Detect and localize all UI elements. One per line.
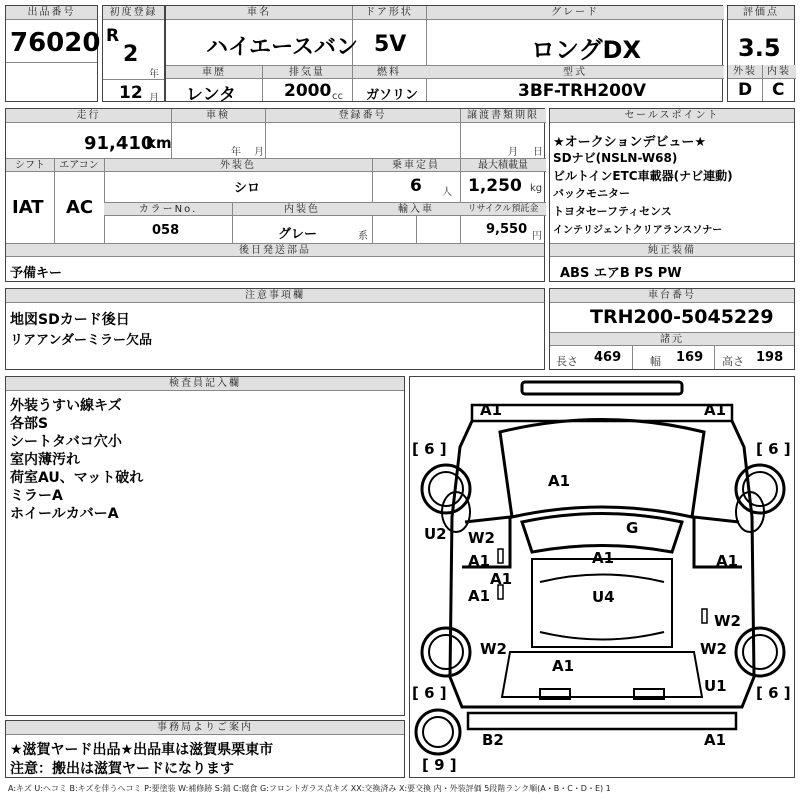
reg-no-header: 登録番号 <box>265 109 460 123</box>
sales-line: ビルトインETC車載器(ナビ連動) <box>553 169 733 183</box>
mark-left-a1b: A1 <box>490 570 513 588</box>
mark-fr-corner: A1 <box>704 401 727 419</box>
score-int: C <box>772 80 785 100</box>
score-ext: D <box>738 80 753 100</box>
mark-right-w2: W2 <box>714 612 741 630</box>
lot-number: 76020 <box>10 28 101 58</box>
score-box <box>727 5 795 102</box>
tire-rl-depth: [ 6 ] <box>412 684 447 702</box>
tire-fr-depth: [ 6 ] <box>756 440 791 458</box>
inspection-month-unit: 月 <box>254 147 264 158</box>
legend-footer: A:キズ U:ヘコミ B:キズを伴うヘコミ P:要塗装 W:補修跡 S:錆 C:腐食 G:フロントガラス点キズ XX:交換済み X:要交換 内・外装評価 5段階ランク順(A・B・C・D・E) 1 <box>8 784 611 793</box>
mark-left-a1a: A1 <box>468 552 491 570</box>
score-header: 評価点 <box>728 6 794 20</box>
import-header: 輸入車 <box>372 202 460 216</box>
car-outline-diagram <box>410 377 796 779</box>
recycle-header: リサイクル預託金 <box>460 202 546 216</box>
lot-box <box>5 5 101 102</box>
office-box <box>5 720 405 778</box>
grade-header: グレード <box>426 6 724 20</box>
mark-rr-corner: A1 <box>704 731 727 749</box>
car-name: ハイエースバン <box>206 35 359 60</box>
chassis-header: 車台番号 <box>550 289 794 303</box>
displacement-header: 排気量 <box>262 65 352 79</box>
mark-rear: A1 <box>552 657 575 675</box>
recycle-unit: 円 <box>532 231 542 242</box>
shift-header: シフト <box>6 158 54 172</box>
mark-right-a1: A1 <box>716 552 739 570</box>
ext-color-header: 外装色 <box>104 158 372 172</box>
mileage-header: 走行 <box>6 109 171 123</box>
inspector-line: ミラーA <box>10 488 63 504</box>
spec-length-label: 長さ <box>556 355 578 368</box>
mark-rl-corner: B2 <box>482 731 504 749</box>
sales-line: トヨタセーフティセンス <box>553 205 672 218</box>
ext-color-value: シロ <box>234 181 261 196</box>
int-color-value: グレー <box>278 227 318 242</box>
aircon-header: エアコン <box>54 158 104 172</box>
score-value: 3.5 <box>738 34 781 62</box>
notes-header: 注意事項欄 <box>6 289 544 303</box>
mark-fl-corner: A1 <box>480 401 503 419</box>
mark-roof: A1 <box>592 549 615 567</box>
history-value: レンタ <box>186 85 236 105</box>
mark-rr-u1: U1 <box>704 677 727 695</box>
inspection-year-unit: 年 <box>231 147 241 158</box>
mark-left-a1c: A1 <box>468 587 491 605</box>
notes-box <box>5 288 545 370</box>
inspector-header: 検査員記入欄 <box>6 377 404 391</box>
first-reg-era: R <box>106 26 120 46</box>
int-color-header: 内装色 <box>232 202 372 216</box>
genuine-value: ABS エアB PS PW <box>560 266 682 281</box>
inspector-line: 荷室AU、マット破れ <box>10 470 144 486</box>
capacity-unit: 人 <box>442 187 452 198</box>
inspection-header: 車検 <box>171 109 265 123</box>
sales-box <box>549 108 795 282</box>
mark-roof-u4: U4 <box>592 588 615 606</box>
model-value: 3BF-TRH200V <box>518 81 646 101</box>
capacity-header: 乗車定員 <box>372 158 460 172</box>
mark-windshield: G <box>626 519 639 537</box>
chassis-value: TRH200-5045229 <box>590 306 774 328</box>
tire-rr-depth: [ 6 ] <box>756 684 791 702</box>
color-no-value: 058 <box>152 223 180 238</box>
car-info-box <box>165 5 723 105</box>
chassis-box <box>549 288 795 370</box>
first-reg-month: 12 <box>119 83 143 103</box>
notes-line: リアアンダーミラー欠品 <box>10 333 152 348</box>
first-reg-year: 2 <box>123 42 139 67</box>
specs-header: 諸元 <box>550 332 794 346</box>
notes-line: 地図SDカード後日 <box>10 312 130 328</box>
history-header: 車歴 <box>166 65 262 79</box>
displacement-value: 2000 <box>284 81 332 101</box>
mark-left-side: U2 <box>424 525 447 543</box>
lot-header: 出品番号 <box>6 6 97 20</box>
transfer-month-unit: 月 <box>508 147 518 158</box>
first-reg-month-unit: 月 <box>149 93 159 104</box>
model-header: 型式 <box>426 65 724 79</box>
details-box <box>5 108 545 282</box>
score-int-header: 内装 <box>762 65 796 79</box>
sales-line: ★オークションデビュー★ <box>553 135 707 150</box>
later-header: 後日発送部品 <box>6 243 544 257</box>
capacity-value: 6 <box>410 176 422 196</box>
inspector-box <box>5 376 405 716</box>
door-header: ドア形状 <box>352 6 426 20</box>
later-value: 予備キー <box>10 266 63 281</box>
inspector-line: 各部S <box>10 416 49 432</box>
spare-tire-depth: [ 9 ] <box>422 756 457 774</box>
first-reg-box <box>102 5 165 102</box>
fuel-value: ガソリン <box>366 88 419 103</box>
mark-hood: A1 <box>548 472 571 490</box>
office-line: 注意：搬出は滋賀ヤードになります <box>10 761 234 777</box>
inspector-line: ホイールカバーA <box>10 506 119 522</box>
spec-width: 169 <box>676 350 704 365</box>
mark-rr-w2: W2 <box>700 640 727 658</box>
inspector-line: シートタバコ穴小 <box>10 434 122 450</box>
int-color-unit: 系 <box>358 231 368 242</box>
shift-value: IAT <box>12 197 44 218</box>
sales-line: SDナビ(NSLN-W68) <box>553 151 678 165</box>
load-unit: kg <box>530 183 543 194</box>
tire-fl-depth: [ 6 ] <box>412 440 447 458</box>
inspector-line: 室内薄汚れ <box>10 452 80 468</box>
sales-line: インテリジェントクリアランスソナー <box>553 225 723 236</box>
mark-rl-w2: W2 <box>480 640 507 658</box>
first-reg-year-unit: 年 <box>149 69 159 80</box>
color-no-header: カラーNo. <box>104 202 232 216</box>
inspector-line: 外装うすい線キズ <box>10 398 122 414</box>
recycle-value: 9,550 <box>486 222 528 237</box>
door-type: 5V <box>374 32 407 57</box>
score-ext-header: 外装 <box>728 65 762 79</box>
aircon-value: AC <box>66 197 94 218</box>
fuel-header: 燃料 <box>352 65 426 79</box>
spec-height-label: 高さ <box>722 355 744 368</box>
sales-line: バックモニター <box>553 187 630 200</box>
office-line: ★滋賀ヤード出品★出品車は滋賀県栗東市 <box>10 742 274 758</box>
mileage-unit: km <box>146 134 172 152</box>
office-header: 事務局よりご案内 <box>6 721 404 735</box>
sales-header: セールスポイント <box>550 109 794 123</box>
damage-diagram <box>409 376 795 778</box>
spec-length: 469 <box>594 350 622 365</box>
mark-left-w2: W2 <box>468 529 495 547</box>
car-name-header: 車名 <box>166 6 352 20</box>
grade-value: ロングDX <box>531 36 641 64</box>
load-value: 1,250 <box>468 176 522 196</box>
first-reg-header: 初度登録 <box>103 6 164 20</box>
load-header: 最大積載量 <box>460 158 546 172</box>
spec-height: 198 <box>756 350 784 365</box>
transfer-day-unit: 日 <box>533 147 543 158</box>
mileage-value: 91,410 <box>84 133 154 154</box>
displacement-unit: cc <box>332 91 343 102</box>
genuine-header: 純正装備 <box>550 243 794 257</box>
transfer-header: 譲渡書類期限 <box>460 109 546 123</box>
spec-width-label: 幅 <box>650 355 661 368</box>
